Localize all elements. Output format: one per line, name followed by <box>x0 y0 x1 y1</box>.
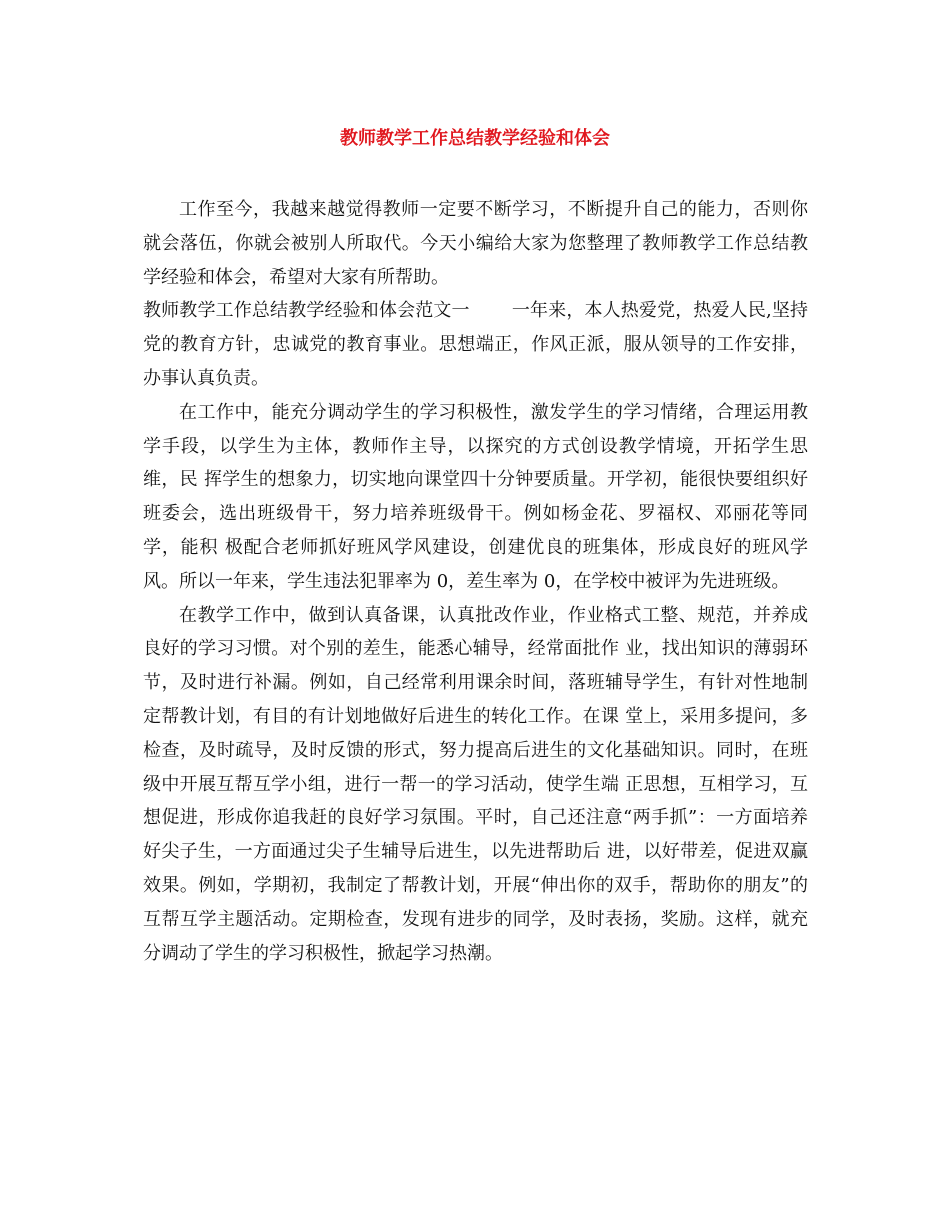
body-paragraph-3: 在教学工作中，做到认真备课，认真批改作业，作业格式工整、规范，并养成良好的学习习惯。对个别的差生，能悉心辅导，经常面批作 业，找出知识的薄弱环节，及时进行补漏。例如，自己经常利用课余时间，落班辅导学生，有针对性地制定帮教计划，有目的有计划地做好后进生的转化工作。在课 堂上，采用多提问，多检查，及时疏导，及时反馈的形式，努力提高后进生的文化基础知识。同时，在班级中开展互帮互学小组，进行一帮一的学习活动，使学生端 正思想，互相学习，互想促进，形成你追我赶的良好学习氛围。平时，自己还注意“两手抓”：一方面培养好尖子生，一方面通过尖子生辅导后进生，以先进帮助后 进，以好带差，促进双赢效果。例如，学期初，我制定了帮教计划，开展“伸出你的双手，帮助你的朋友”的互帮互学主题活动。定期检查，发现有进步的同学，及时表扬，奖励。这样，就充分调动了学生的学习积极性，掀起学习热潮。 <box>143 604 808 964</box>
section-lead-text: 一年来，本人热爱党，热爱人民,坚持党的教育方针，忠诚党的教育事业。思想端正，作风正派，服从领导的工作安排，办事认真负责。 <box>143 300 808 389</box>
section-paragraph <box>143 294 808 395</box>
intro-paragraph: 工作至今，我越来越觉得教师一定要不断学习，不断提升自己的能力，否则你就会落伍，你就会被别人所取代。今天小编给大家为您整理了教师教学工作总结教学经验和体会，希望对大家有所帮助。 <box>143 199 808 288</box>
document-body <box>143 193 808 970</box>
body-paragraph-2: 在工作中，能充分调动学生的学习积极性，激发学生的学习情绪，合理运用教学手段，以学生为主体，教师作主导，以探究的方式创设教学情境，开拓学生思维，民 挥学生的想象力，切实地向课堂四十分钟要质量。开学初，能很快要组织好班委会，选出班级骨干，努力培养班级骨干。例如杨金花、罗福权、邓丽花等同学，能积 极配合老师抓好班风学风建设，创建优良的班集体，形成良好的班风学风。所以一年来，学生违法犯罪率为 0，差生率为 0，在学校中被评为先进班级。 <box>143 401 808 592</box>
section-heading: 教师教学工作总结教学经验和体会范文一 <box>143 300 470 322</box>
document-title: 教师教学工作总结教学经验和体会 <box>340 128 610 149</box>
